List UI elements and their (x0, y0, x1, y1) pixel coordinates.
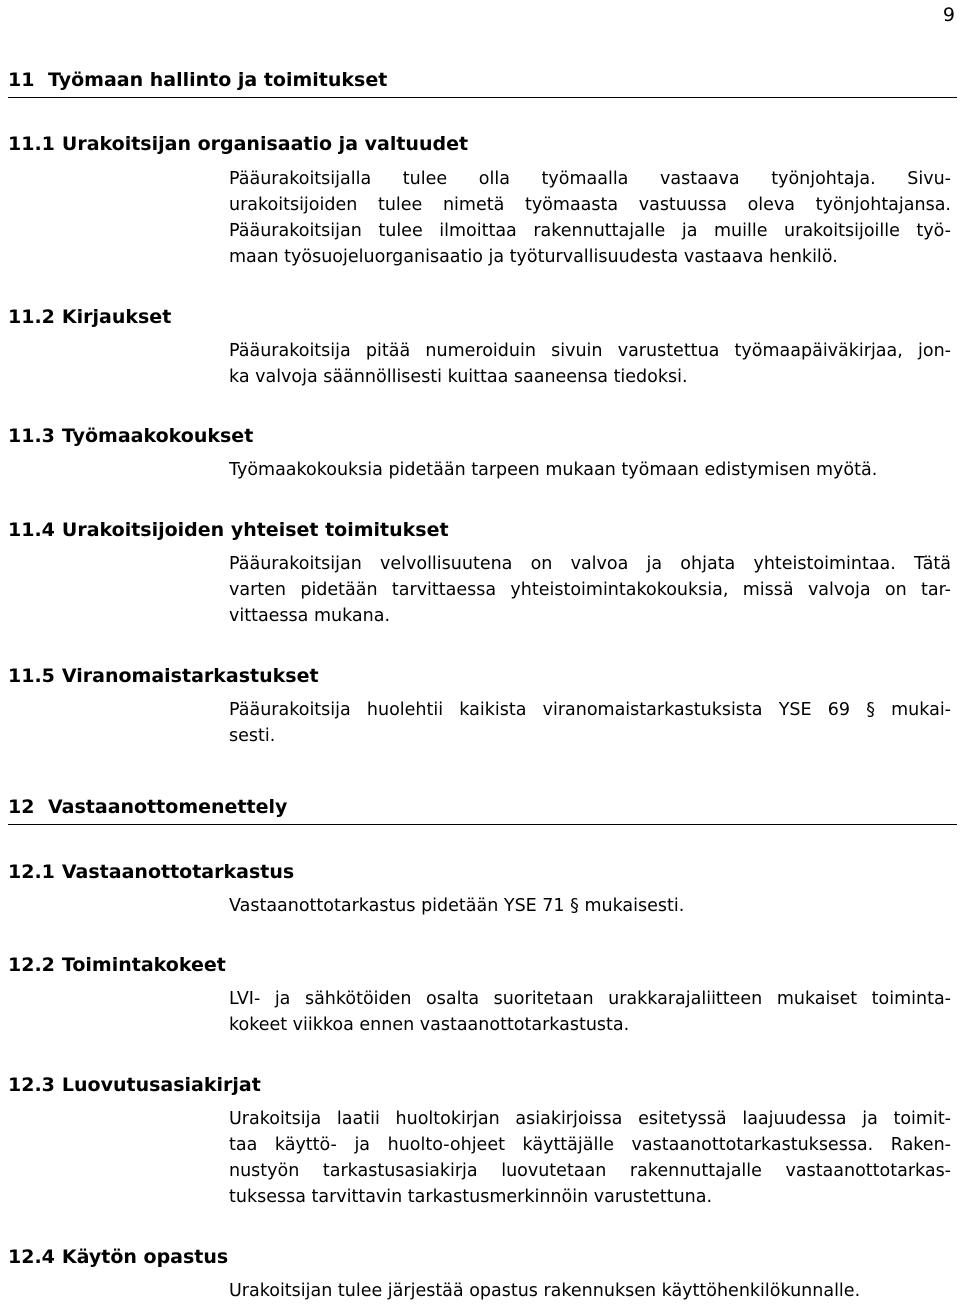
text-line: urakoitsijoiden tulee nimetä työmaasta vastuussa oleva työnjohtajansa. (229, 195, 951, 215)
subsection-heading-12-2 (8, 954, 226, 976)
page-number: 9 (942, 4, 955, 26)
text-line: taa käyttö- ja huolto-ohjeet käyttäjälle vastaanottotarkastuksessa. Raken- (229, 1135, 951, 1155)
subsection-title: Vastaanottotarkastus (61, 861, 295, 883)
text-line: Vastaanottotarkastus pidetään YSE 71 § mukaisesti. (229, 896, 685, 916)
paragraph-11-3 (229, 457, 951, 483)
subsection-number: 12.2 (8, 954, 55, 976)
subsection-title: Työmaakokoukset (61, 425, 254, 447)
text-line: varten pidetään tarvittaessa yhteistoimintakokouksia, missä valvoja on tar- (229, 580, 951, 600)
text-line: ka valvoja säännöllisesti kuittaa saaneensa tiedoksi. (229, 367, 688, 387)
subsection-number: 12.1 (8, 861, 55, 883)
subsection-heading-12-4 (8, 1246, 228, 1268)
text-line: Pääurakoitsijalla tulee olla työmaalla vastaava työnjohtaja. Sivu- (229, 169, 951, 189)
paragraph-12-4 (229, 1278, 951, 1304)
subsection-heading-11-4 (8, 519, 449, 541)
paragraph-11-1 (229, 166, 951, 270)
text-line: Pääurakoitsijan tulee ilmoittaa rakennuttajalle ja muille urakoitsijoille työ- (229, 221, 951, 241)
subsection-heading-11-1 (8, 133, 468, 155)
section-heading-12 (8, 796, 287, 818)
text-line: Pääurakoitsijan velvollisuutena on valvoa ja ohjata yhteistoimintaa. Tätä (229, 554, 951, 574)
subsection-number: 11.2 (8, 306, 55, 328)
text-line: Pääurakoitsija pitää numeroiduin sivuin varustettua työmaapäiväkirjaa, jon- (229, 341, 951, 361)
section-number: 12 (8, 796, 35, 818)
subsection-heading-12-1 (8, 861, 294, 883)
subsection-title: Käytön opastus (61, 1246, 229, 1268)
section-title: Työmaan hallinto ja toimitukset (48, 69, 388, 91)
paragraph-11-2 (229, 338, 951, 390)
section-heading-11 (8, 69, 387, 91)
text-line: kokeet viikkoa ennen vastaanottotarkastusta. (229, 1015, 630, 1035)
text-line: sesti. (229, 726, 276, 746)
subsection-title: Viranomaistarkastukset (61, 665, 319, 687)
text-line: vittaessa mukana. (229, 606, 391, 626)
subsection-title: Luovutusasiakirjat (61, 1074, 261, 1096)
section-number: 11 (8, 69, 35, 91)
subsection-title: Toimintakokeet (61, 954, 226, 976)
subsection-number: 12.4 (8, 1246, 55, 1268)
subsection-title: Urakoitsijan organisaatio ja valtuudet (61, 133, 469, 155)
text-line: tuksessa tarvittavin tarkastusmerkinnöin varustettuna. (229, 1187, 713, 1207)
text-line: Urakoitsijan tulee järjestää opastus rakennuksen käyttöhenkilökunnalle. (229, 1281, 861, 1301)
section-title: Vastaanottomenettely (48, 796, 288, 818)
subsection-number: 11.1 (8, 133, 55, 155)
subsection-number: 11.4 (8, 519, 55, 541)
text-line: Urakoitsija laatii huoltokirjan asiakirjoissa esitetyssä laajuudessa ja toimit- (229, 1109, 951, 1129)
section-rule (8, 97, 957, 98)
text-line: LVI- ja sähkötöiden osalta suoritetaan urakkarajaliitteen mukaiset toiminta- (229, 989, 951, 1009)
paragraph-11-4 (229, 551, 951, 629)
subsection-heading-11-3 (8, 425, 253, 447)
paragraph-12-3 (229, 1106, 951, 1210)
text-line: Työmaakokouksia pidetään tarpeen mukaan työmaan edistymisen myötä. (229, 460, 878, 480)
subsection-heading-11-5 (8, 665, 319, 687)
subsection-title: Kirjaukset (61, 306, 172, 328)
section-rule (8, 824, 957, 825)
paragraph-12-1 (229, 893, 951, 919)
subsection-number: 11.3 (8, 425, 55, 447)
text-line: maan työsuojeluorganisaatio ja työturvallisuudesta vastaava henkilö. (229, 247, 838, 267)
subsection-heading-11-2 (8, 306, 171, 328)
paragraph-12-2 (229, 986, 951, 1038)
subsection-number: 12.3 (8, 1074, 55, 1096)
subsection-title: Urakoitsijoiden yhteiset toimitukset (61, 519, 449, 541)
text-line: nustyön tarkastusasiakirja luovutetaan rakennuttajalle vastaanottotarkas- (229, 1161, 951, 1181)
subsection-heading-12-3 (8, 1074, 261, 1096)
subsection-number: 11.5 (8, 665, 55, 687)
paragraph-11-5 (229, 697, 951, 749)
text-line: Pääurakoitsija huolehtii kaikista viranomaistarkastuksista YSE 69 § mukai- (229, 700, 951, 720)
